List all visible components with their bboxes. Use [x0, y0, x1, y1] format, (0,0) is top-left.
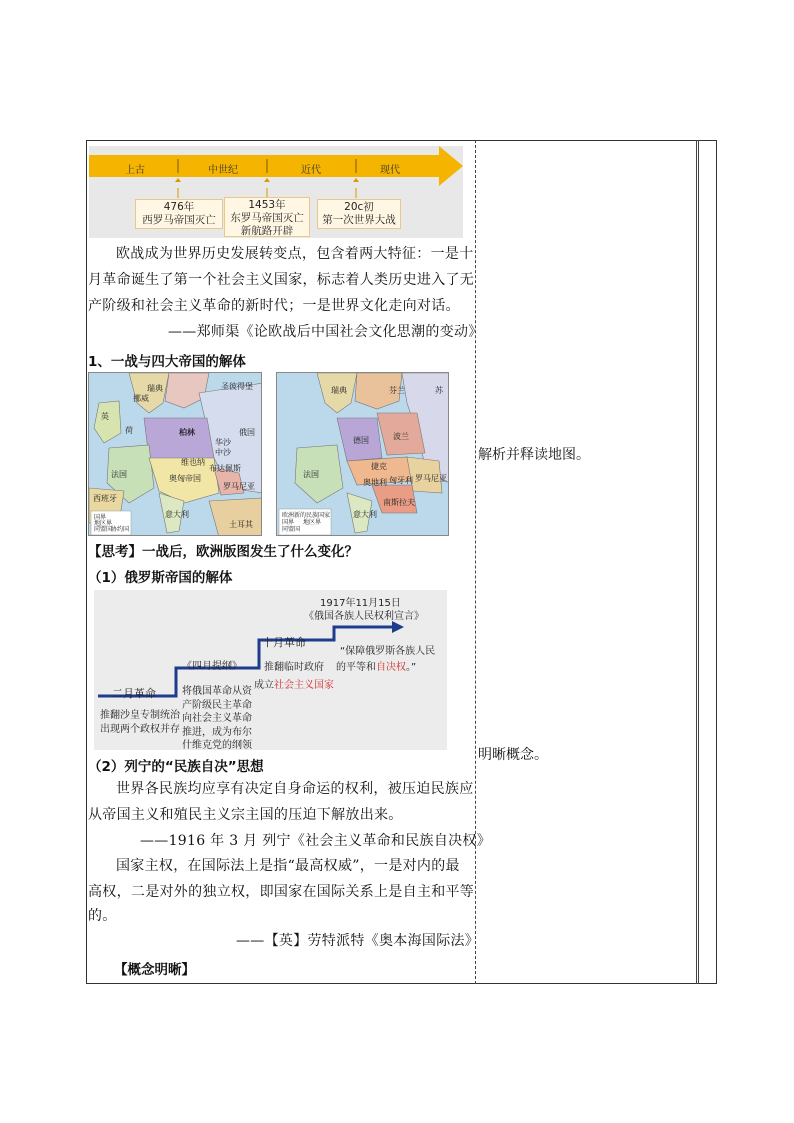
- map-label: 法国: [111, 470, 127, 479]
- side-note: 明晰概念。: [478, 747, 548, 763]
- stair-establish: 成立社会主义国家: [254, 680, 334, 691]
- russian-revolution-stair-figure: [94, 590, 447, 750]
- subsection-title: （2）列宁的“民族自决”思想: [88, 759, 264, 775]
- event-box: 476年 西罗马帝国灭亡: [135, 199, 223, 229]
- quote-line: 产阶级和社会主义革命的新时代；一是世界文化走向对话。: [88, 298, 460, 314]
- map-label: 芬兰: [389, 386, 405, 395]
- map-label: 南斯拉夫: [383, 498, 415, 507]
- legend-item: 国界: [282, 519, 295, 526]
- think-question: 【思考】一战后，欧洲版图发生了什么变化？: [88, 544, 358, 560]
- timeline-figure: [89, 146, 463, 238]
- map-label: 柏林: [179, 428, 195, 437]
- quote-line: 国家主权，在国际法上是指“最高权威”，一是对内的最: [116, 858, 460, 874]
- map-label: 华沙: [215, 438, 231, 447]
- legend-item: 协约国: [111, 526, 130, 533]
- column-divider: [475, 140, 476, 984]
- event-box: 1453年 东罗马帝国灭亡 新航路开辟: [224, 197, 310, 237]
- legend-item: 欧洲新的民族国家: [282, 512, 331, 519]
- quote-line: 高权，二是对外的独立权，即国家在国际关系上是自主和平等: [88, 884, 475, 900]
- quote-line: 从帝国主义和殖民主义宗主国的压迫下解放出来。: [88, 807, 403, 823]
- map-label: 土耳其: [229, 520, 253, 529]
- event-box: 20c初 第一次世界大战: [317, 199, 401, 229]
- map-label: 中沙: [215, 448, 231, 457]
- map-label: 意大利: [165, 510, 189, 519]
- map-label: 布达佩斯: [209, 464, 241, 473]
- map-label: 英: [101, 412, 109, 421]
- section-title: 1、一战与四大帝国的解体: [88, 354, 246, 370]
- map-label: 俄国: [239, 428, 255, 437]
- legend-item: 国界: [94, 514, 107, 521]
- map-before-ww1: [88, 372, 262, 536]
- map-label: 罗马尼亚: [415, 474, 447, 483]
- era-label: 中世纪: [208, 165, 238, 176]
- map-label: 瑞典: [147, 384, 163, 393]
- map-label: 奥地利: [363, 478, 387, 487]
- stair-october-revolution: 十月革命: [262, 636, 306, 649]
- map-label: 荷: [125, 426, 133, 435]
- map-label: 维也纳: [181, 458, 205, 467]
- era-label: 上古: [125, 165, 145, 176]
- subsection-title: （1）俄罗斯帝国的解体: [88, 570, 233, 586]
- map-label: 圣彼得堡: [221, 382, 253, 391]
- map-label: 西班牙: [93, 494, 117, 503]
- stair-quote-line2: 的平等和自决权。”: [336, 662, 417, 673]
- legend-item: 同盟国: [282, 526, 301, 533]
- quote-source: ——【英】劳特派特《奥本海国际法》: [236, 933, 480, 949]
- map-label: 奥匈帝国: [169, 474, 201, 483]
- stair-april-desc: 将俄国革命从资 产阶级民主革命 向社会主义革命 推进，成为布尔 什维克党的纲领: [182, 686, 252, 751]
- quote-source: ——1916 年 3 月 列宁《社会主义革命和民族自决权》: [140, 833, 492, 849]
- stair-overthrow: 推翻临时政府: [264, 662, 324, 673]
- stair-feb-desc: 推翻沙皇专制统治: [100, 710, 180, 721]
- map-label: 法国: [303, 470, 319, 479]
- map-after-ww1: [276, 372, 449, 536]
- legend-item: 地区界: [303, 519, 322, 526]
- column-divider: [698, 140, 699, 984]
- map-label: 匈牙利: [389, 476, 413, 485]
- map-label: 意大利: [353, 510, 377, 519]
- legend-item: 同盟国: [94, 526, 113, 533]
- map-label: 挪威: [133, 394, 149, 403]
- stair-declaration: 《俄国各族人民权利宣言》: [304, 611, 424, 622]
- era-label: 近代: [301, 165, 321, 176]
- map-label: 波兰: [393, 432, 409, 441]
- column-divider: [696, 140, 697, 984]
- map-label: 瑞典: [331, 386, 347, 395]
- map-label: 德国: [353, 436, 369, 445]
- quote-line: 月革命诞生了第一个社会主义国家，标志着人类历史进入了无: [88, 272, 475, 288]
- quote-line: 世界各民族均应享有决定自身命运的权利，被压迫民族应: [116, 781, 474, 797]
- quote-line: 的。: [88, 908, 117, 924]
- map-label: 捷克: [371, 462, 387, 471]
- map-label: 苏: [435, 386, 443, 395]
- map-label: 罗马尼亚: [223, 482, 255, 491]
- era-label: 现代: [380, 165, 400, 176]
- stair-april-theses: 《四月提纲》: [182, 661, 242, 672]
- stair-february-revolution: 二月革命: [112, 687, 156, 700]
- stair-date: 1917年11月15日: [320, 598, 401, 609]
- stair-feb-desc: 出现两个政权并存: [100, 724, 180, 735]
- stair-quote-line1: “保障俄罗斯各族人民: [340, 646, 436, 657]
- quote-line: 欧战成为世界历史发展转变点，包含着两大特征：一是十: [116, 246, 474, 262]
- side-note: 解析并释读地图。: [478, 447, 590, 463]
- legend-item: 地区界: [94, 520, 113, 527]
- concept-label: 【概念明晰】: [114, 962, 195, 978]
- quote-source: ——郑师渠《论欧战后中国社会文化思潮的变动》: [168, 324, 483, 340]
